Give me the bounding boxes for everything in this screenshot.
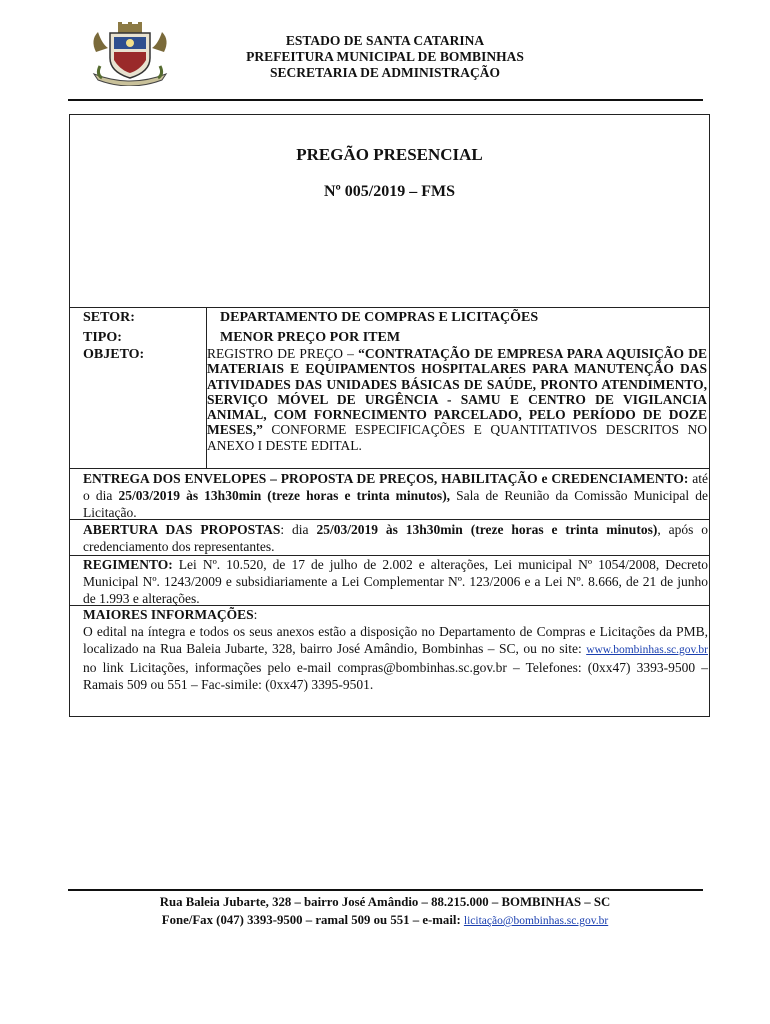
entrega-location: Sala de Reunião da Comissão Municipal de Licitação. (83, 488, 709, 520)
maiores-paragraph (83, 606, 708, 693)
footer-address: Rua Baleia Jubarte, 328 – bairro José Amândio – 88.215.000 – BOMBINHAS – SC (159, 895, 611, 909)
footer-email-link[interactable]: licitação@bombinhas.sc.gov.br (463, 915, 609, 927)
maiores-contact: no link Licitações, informações pelo e-mail compras@bombinhas.sc.gov.br – Telefones: (0xx47) 3393-9500 – Ramais 509 ou 551 – Fac-simile: (0xx47) 3395-9501. (83, 660, 708, 692)
objeto-label: OBJETO: (83, 347, 145, 362)
entrega-heading: ENTREGA DOS ENVELOPES – PROPOSTA DE PREÇOS, HABILITAÇÃO e CREDENCIAMENTO: (83, 471, 689, 486)
header-secretaria: SECRETARIA DE ADMINISTRAÇÃO (269, 65, 501, 80)
regimento-paragraph (83, 556, 708, 607)
abertura-heading: ABERTURA DAS PROPOSTAS (83, 522, 281, 537)
abertura-date: 25/03/2019 às 13h30min (treze horas e trinta minutos) (316, 522, 658, 537)
document-number: Nº 005/2019 – FMS (323, 183, 456, 200)
entrega-paragraph (83, 470, 708, 521)
document-title: PREGÃO PRESENCIAL (296, 145, 483, 164)
abertura-paragraph (83, 521, 708, 555)
tipo-value: MENOR PREÇO POR ITEM (220, 330, 401, 345)
objeto-prefix: REGISTRO DE PREÇO – (207, 346, 359, 361)
entrega-text: até o dia (83, 471, 708, 503)
objeto-suffix: CONFORME ESPECIFICAÇÕES E QUANTITATIVOS DESCRITOS NO ANEXO I DESTE EDITAL. (207, 422, 707, 453)
table-divider (69, 468, 710, 469)
table-divider (69, 307, 710, 308)
footer-phone: Fone/Fax (047) 3393-9500 – ramal 509 ou 551 – e-mail: (161, 913, 464, 927)
maiores-heading: MAIORES INFORMAÇÕES (83, 607, 254, 622)
document-footer (70, 893, 700, 930)
header-prefeitura: PREFEITURA MUNICIPAL DE BOMBINHAS (246, 49, 524, 64)
maiores-text: O edital na íntegra e todos os seus anexos estão a disposição no Departamento de Compras e Licitações da PMB, localizado na Rua Baleia Jubarte, 328, bairro José Amândio, Bombinhas – SC, ou no site: (83, 624, 708, 656)
objeto-description: “CONTRATAÇÃO DE EMPRESA PARA AQUISIÇÃO DE MATERIAIS E EQUIPAMENTOS HOSPITALARES PARA MANUTENÇÃO DAS ATIVIDADES DAS UNIDADES BÁSICAS DE SAÚDE, PRONTO ATENDIMENTO, SERVIÇO MÓVEL DE URGÊNCIA - SAMU E CENTRO DE VIGILANCIA ANIMAL, COM FORNECIMENTO PARCELADO, PELO PERÍODO DE DOZE MESES,” (207, 346, 707, 438)
header-divider (68, 99, 703, 101)
tipo-label: TIPO: (83, 330, 122, 345)
footer-contact (70, 911, 700, 930)
entrega-date: 25/03/2019 às 13h30min (treze horas e trinta minutos), (118, 488, 451, 503)
setor-label: SETOR: (83, 310, 135, 325)
abertura-text: : dia (280, 522, 317, 537)
regimento-text: Lei Nº. 10.520, de 17 de julho de 2.002 e alterações, Lei municipal Nº 1054/2008, Decreto Municipal Nº. 1243/2009 e subsidiariamente a Lei Complementar Nº. 123/2006 e a Lei Nº. 8.666, de 21 de junho de 1.993 e alterações. (83, 557, 708, 606)
setor-value: DEPARTAMENTO DE COMPRAS E LICITAÇÕES (220, 310, 539, 325)
website-link[interactable]: www.bombinhas.sc.gov.br (586, 644, 708, 656)
abertura-note: , após o credenciamento dos representantes. (83, 522, 709, 554)
maiores-colon: : (253, 607, 258, 622)
objeto-value (207, 346, 707, 453)
municipal-coat-of-arms-icon (88, 22, 172, 86)
footer-divider (68, 889, 703, 891)
header-state: ESTADO DE SANTA CATARINA (285, 33, 485, 48)
document-header (200, 33, 570, 81)
regimento-heading: REGIMENTO: (83, 557, 173, 572)
